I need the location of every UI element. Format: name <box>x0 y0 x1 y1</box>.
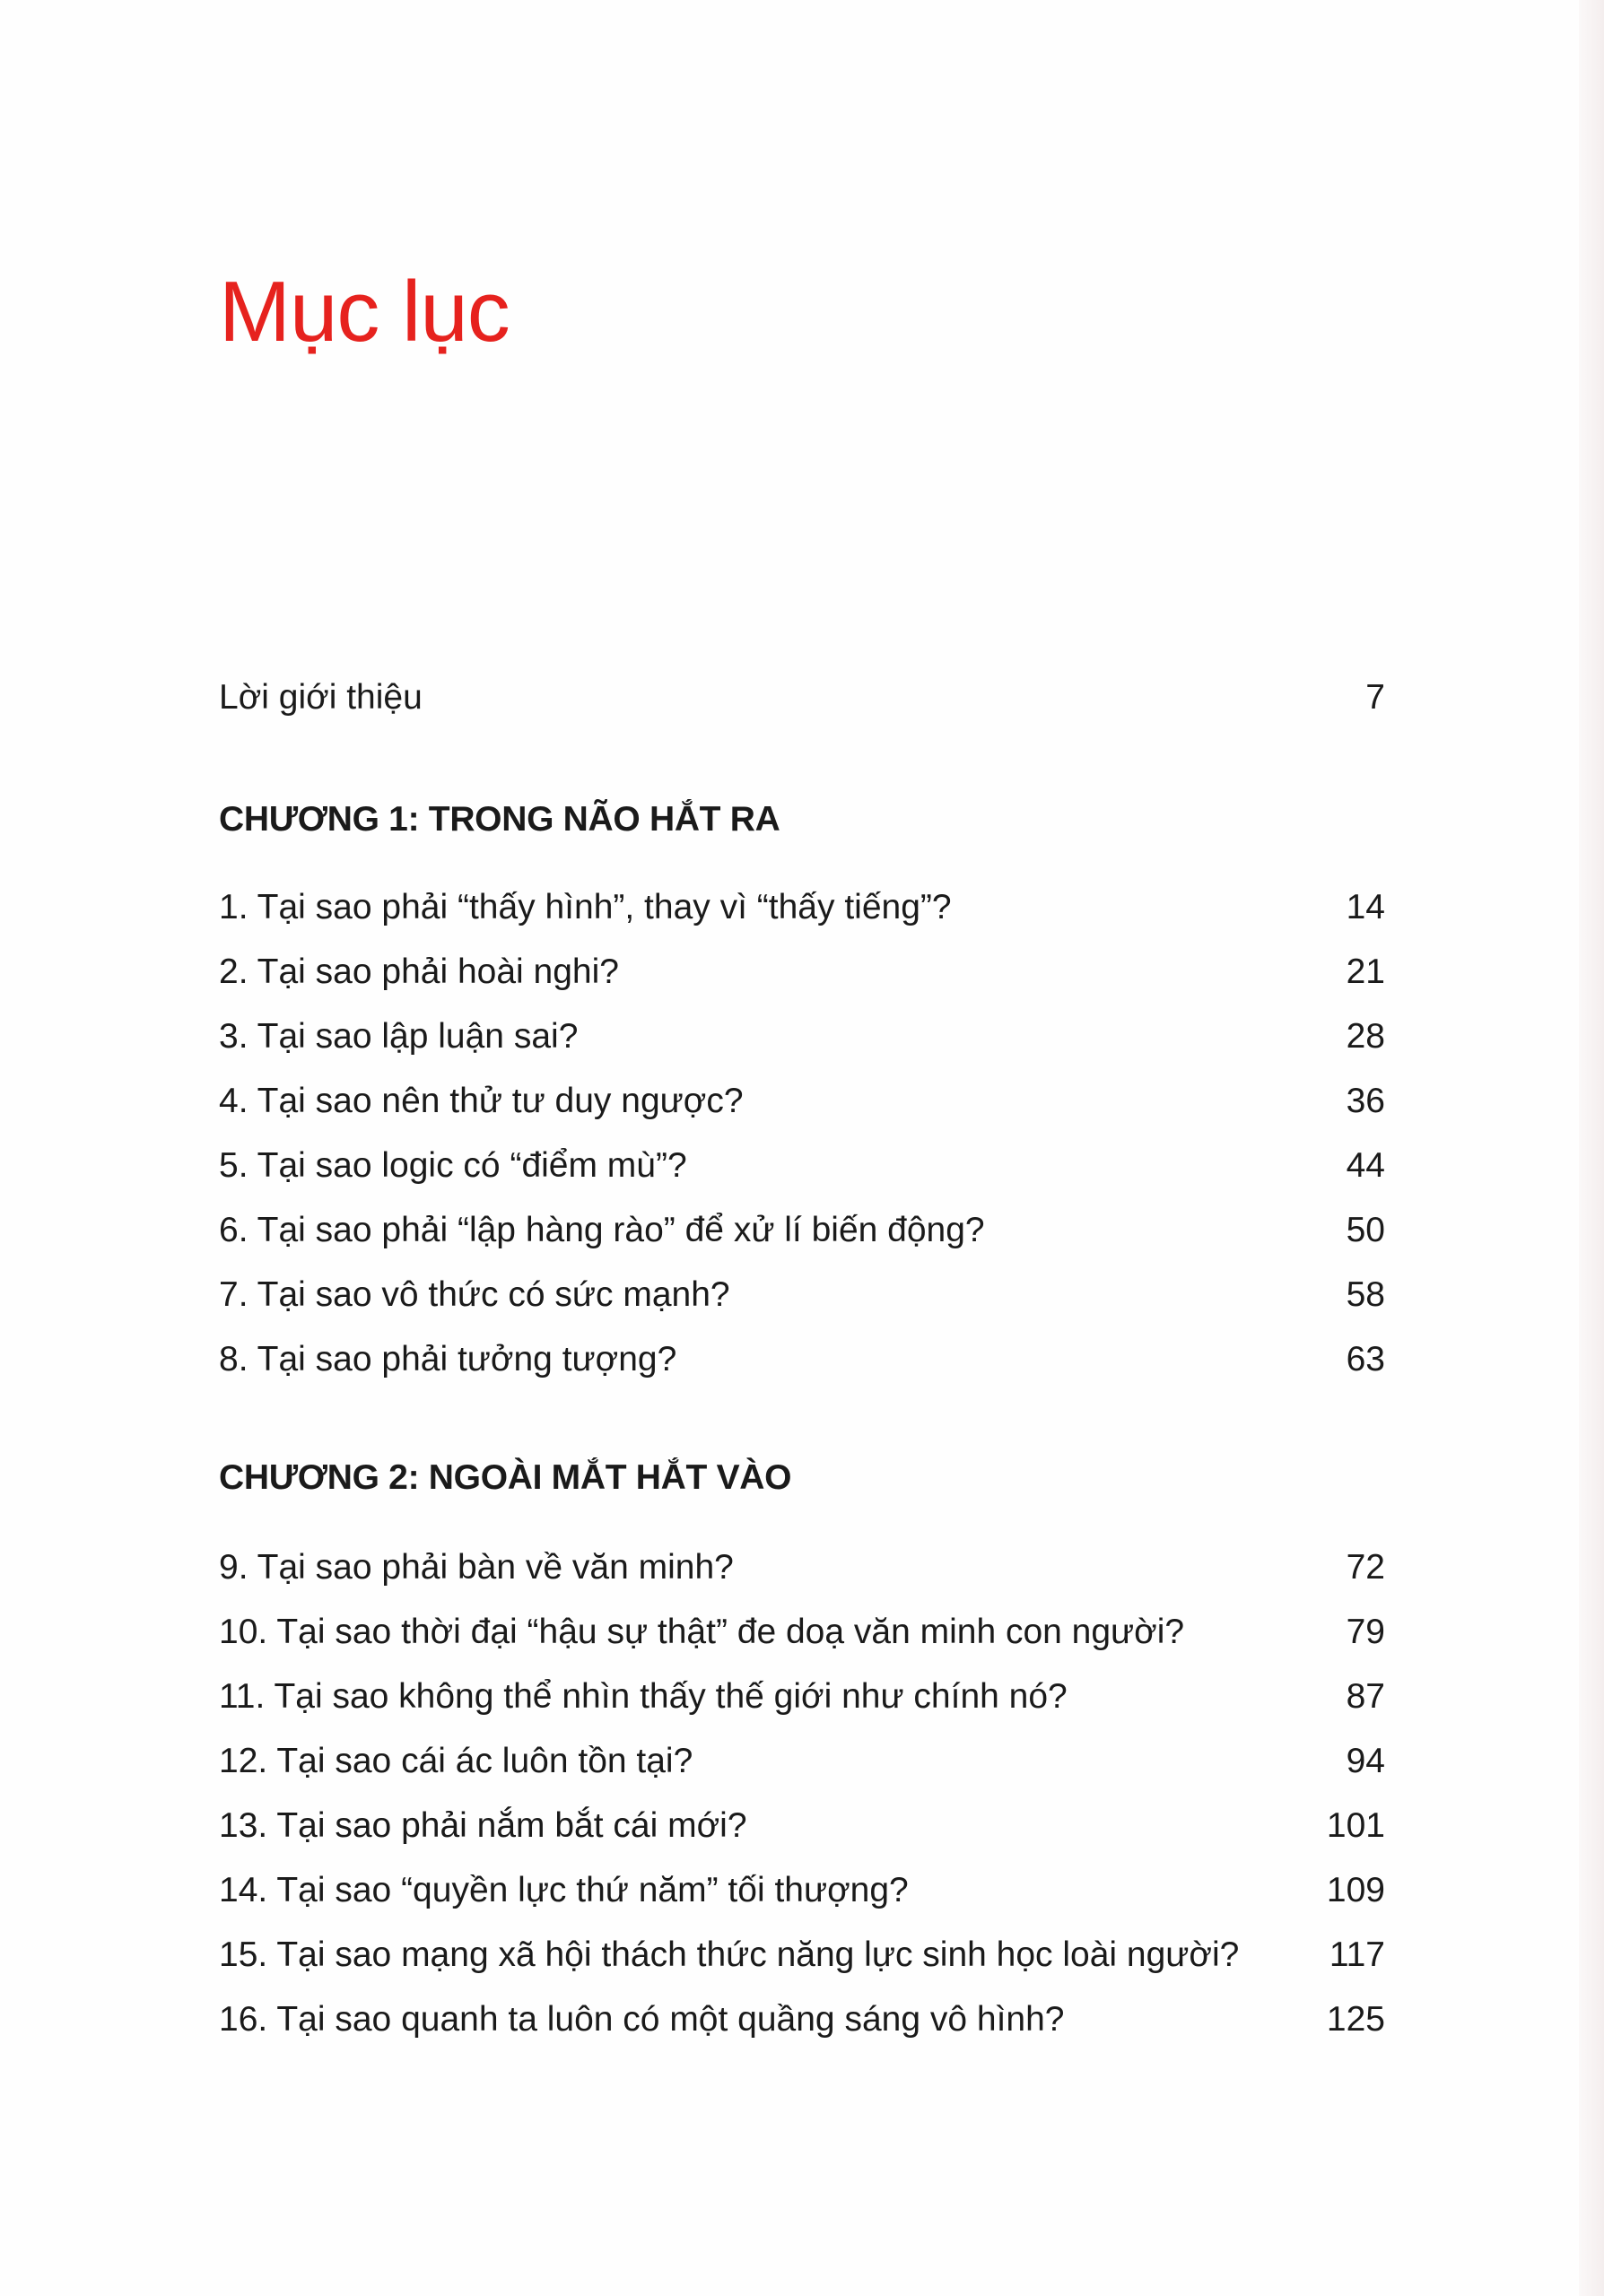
chapter-2-list <box>219 1541 1385 2057</box>
toc-entry-intro <box>219 671 1385 735</box>
toc-entry-page: 58 <box>1346 1275 1385 1314</box>
chapter-1-list <box>219 881 1385 1397</box>
toc-entry <box>219 1074 1385 1139</box>
toc-entry <box>219 945 1385 1010</box>
toc-entry-label: 4. Tại sao nên thử tư duy ngược? <box>219 1082 744 1120</box>
toc-entry <box>219 1541 1385 1605</box>
toc-entry-page: 36 <box>1346 1082 1385 1120</box>
toc-entry-label: 5. Tại sao logic có “điểm mù”? <box>219 1146 687 1185</box>
toc-entry-page: 101 <box>1326 1806 1385 1845</box>
page-edge-shadow <box>1579 0 1604 2296</box>
toc-entry-label: 8. Tại sao phải tưởng tượng? <box>219 1340 677 1378</box>
toc-entry-page: 125 <box>1326 2000 1385 2039</box>
toc-entry-label: 14. Tại sao “quyền lực thứ năm” tối thượng? <box>219 1871 909 1909</box>
toc-entry-page: 28 <box>1346 1017 1385 1056</box>
toc-entry <box>219 1333 1385 1397</box>
toc-entry <box>219 1735 1385 1799</box>
chapter-2-heading: CHƯƠNG 2: NGOÀI MẮT HẮT VÀO <box>219 1458 792 1497</box>
toc-entry-page: 7 <box>1365 678 1385 717</box>
toc-entry-label: 1. Tại sao phải “thấy hình”, thay vì “thấy tiếng”? <box>219 888 952 926</box>
chapter-1-heading: CHƯƠNG 1: TRONG NÃO HẮT RA <box>219 800 780 839</box>
toc-entry-label: 12. Tại sao cái ác luôn tồn tại? <box>219 1742 693 1780</box>
toc-entry-page: 117 <box>1329 1935 1385 1974</box>
toc-entry <box>219 1139 1385 1204</box>
toc-entry <box>219 1799 1385 1864</box>
toc-entry <box>219 1670 1385 1735</box>
toc-entry-label: 15. Tại sao mạng xã hội thách thức năng lực sinh học loài người? <box>219 1935 1240 1974</box>
toc-entry-page: 72 <box>1346 1548 1385 1587</box>
toc-entry-page: 21 <box>1346 952 1385 991</box>
toc-entry-page: 109 <box>1326 1871 1385 1909</box>
toc-entry-label: 2. Tại sao phải hoài nghi? <box>219 952 619 991</box>
toc-entry-page: 14 <box>1346 888 1385 926</box>
toc-entry-label: 9. Tại sao phải bàn về văn minh? <box>219 1548 734 1587</box>
toc-entry-label: 16. Tại sao quanh ta luôn có một quầng sáng vô hình? <box>219 2000 1065 2039</box>
toc-entry <box>219 1268 1385 1333</box>
toc-entry-page: 44 <box>1346 1146 1385 1185</box>
toc-entry <box>219 881 1385 945</box>
toc-entry-label: 13. Tại sao phải nắm bắt cái mới? <box>219 1806 747 1845</box>
toc-entry-label: 11. Tại sao không thể nhìn thấy thế giới như chính nó? <box>219 1677 1068 1716</box>
toc-entry-label: 3. Tại sao lập luận sai? <box>219 1017 579 1056</box>
toc-entry <box>219 1864 1385 1928</box>
toc-entry-page: 63 <box>1346 1340 1385 1378</box>
toc-entry-label: 10. Tại sao thời đại “hậu sự thật” đe doạ văn minh con người? <box>219 1613 1185 1651</box>
toc-entry-label: 6. Tại sao phải “lập hàng rào” để xử lí biến động? <box>219 1211 985 1249</box>
toc-entry <box>219 1605 1385 1670</box>
toc-entry <box>219 1204 1385 1268</box>
toc-entry-page: 94 <box>1346 1742 1385 1780</box>
toc-entry-page: 87 <box>1346 1677 1385 1716</box>
page-title: Mục lục <box>219 264 510 360</box>
toc-entry-label: Lời giới thiệu <box>219 678 423 717</box>
toc-entry-label: 7. Tại sao vô thức có sức mạnh? <box>219 1275 730 1314</box>
toc-entry <box>219 1993 1385 2057</box>
toc-entry-page: 50 <box>1346 1211 1385 1249</box>
toc-entry <box>219 1928 1385 1993</box>
toc-intro <box>219 671 1385 735</box>
toc-entry-page: 79 <box>1346 1613 1385 1651</box>
toc-entry <box>219 1010 1385 1074</box>
